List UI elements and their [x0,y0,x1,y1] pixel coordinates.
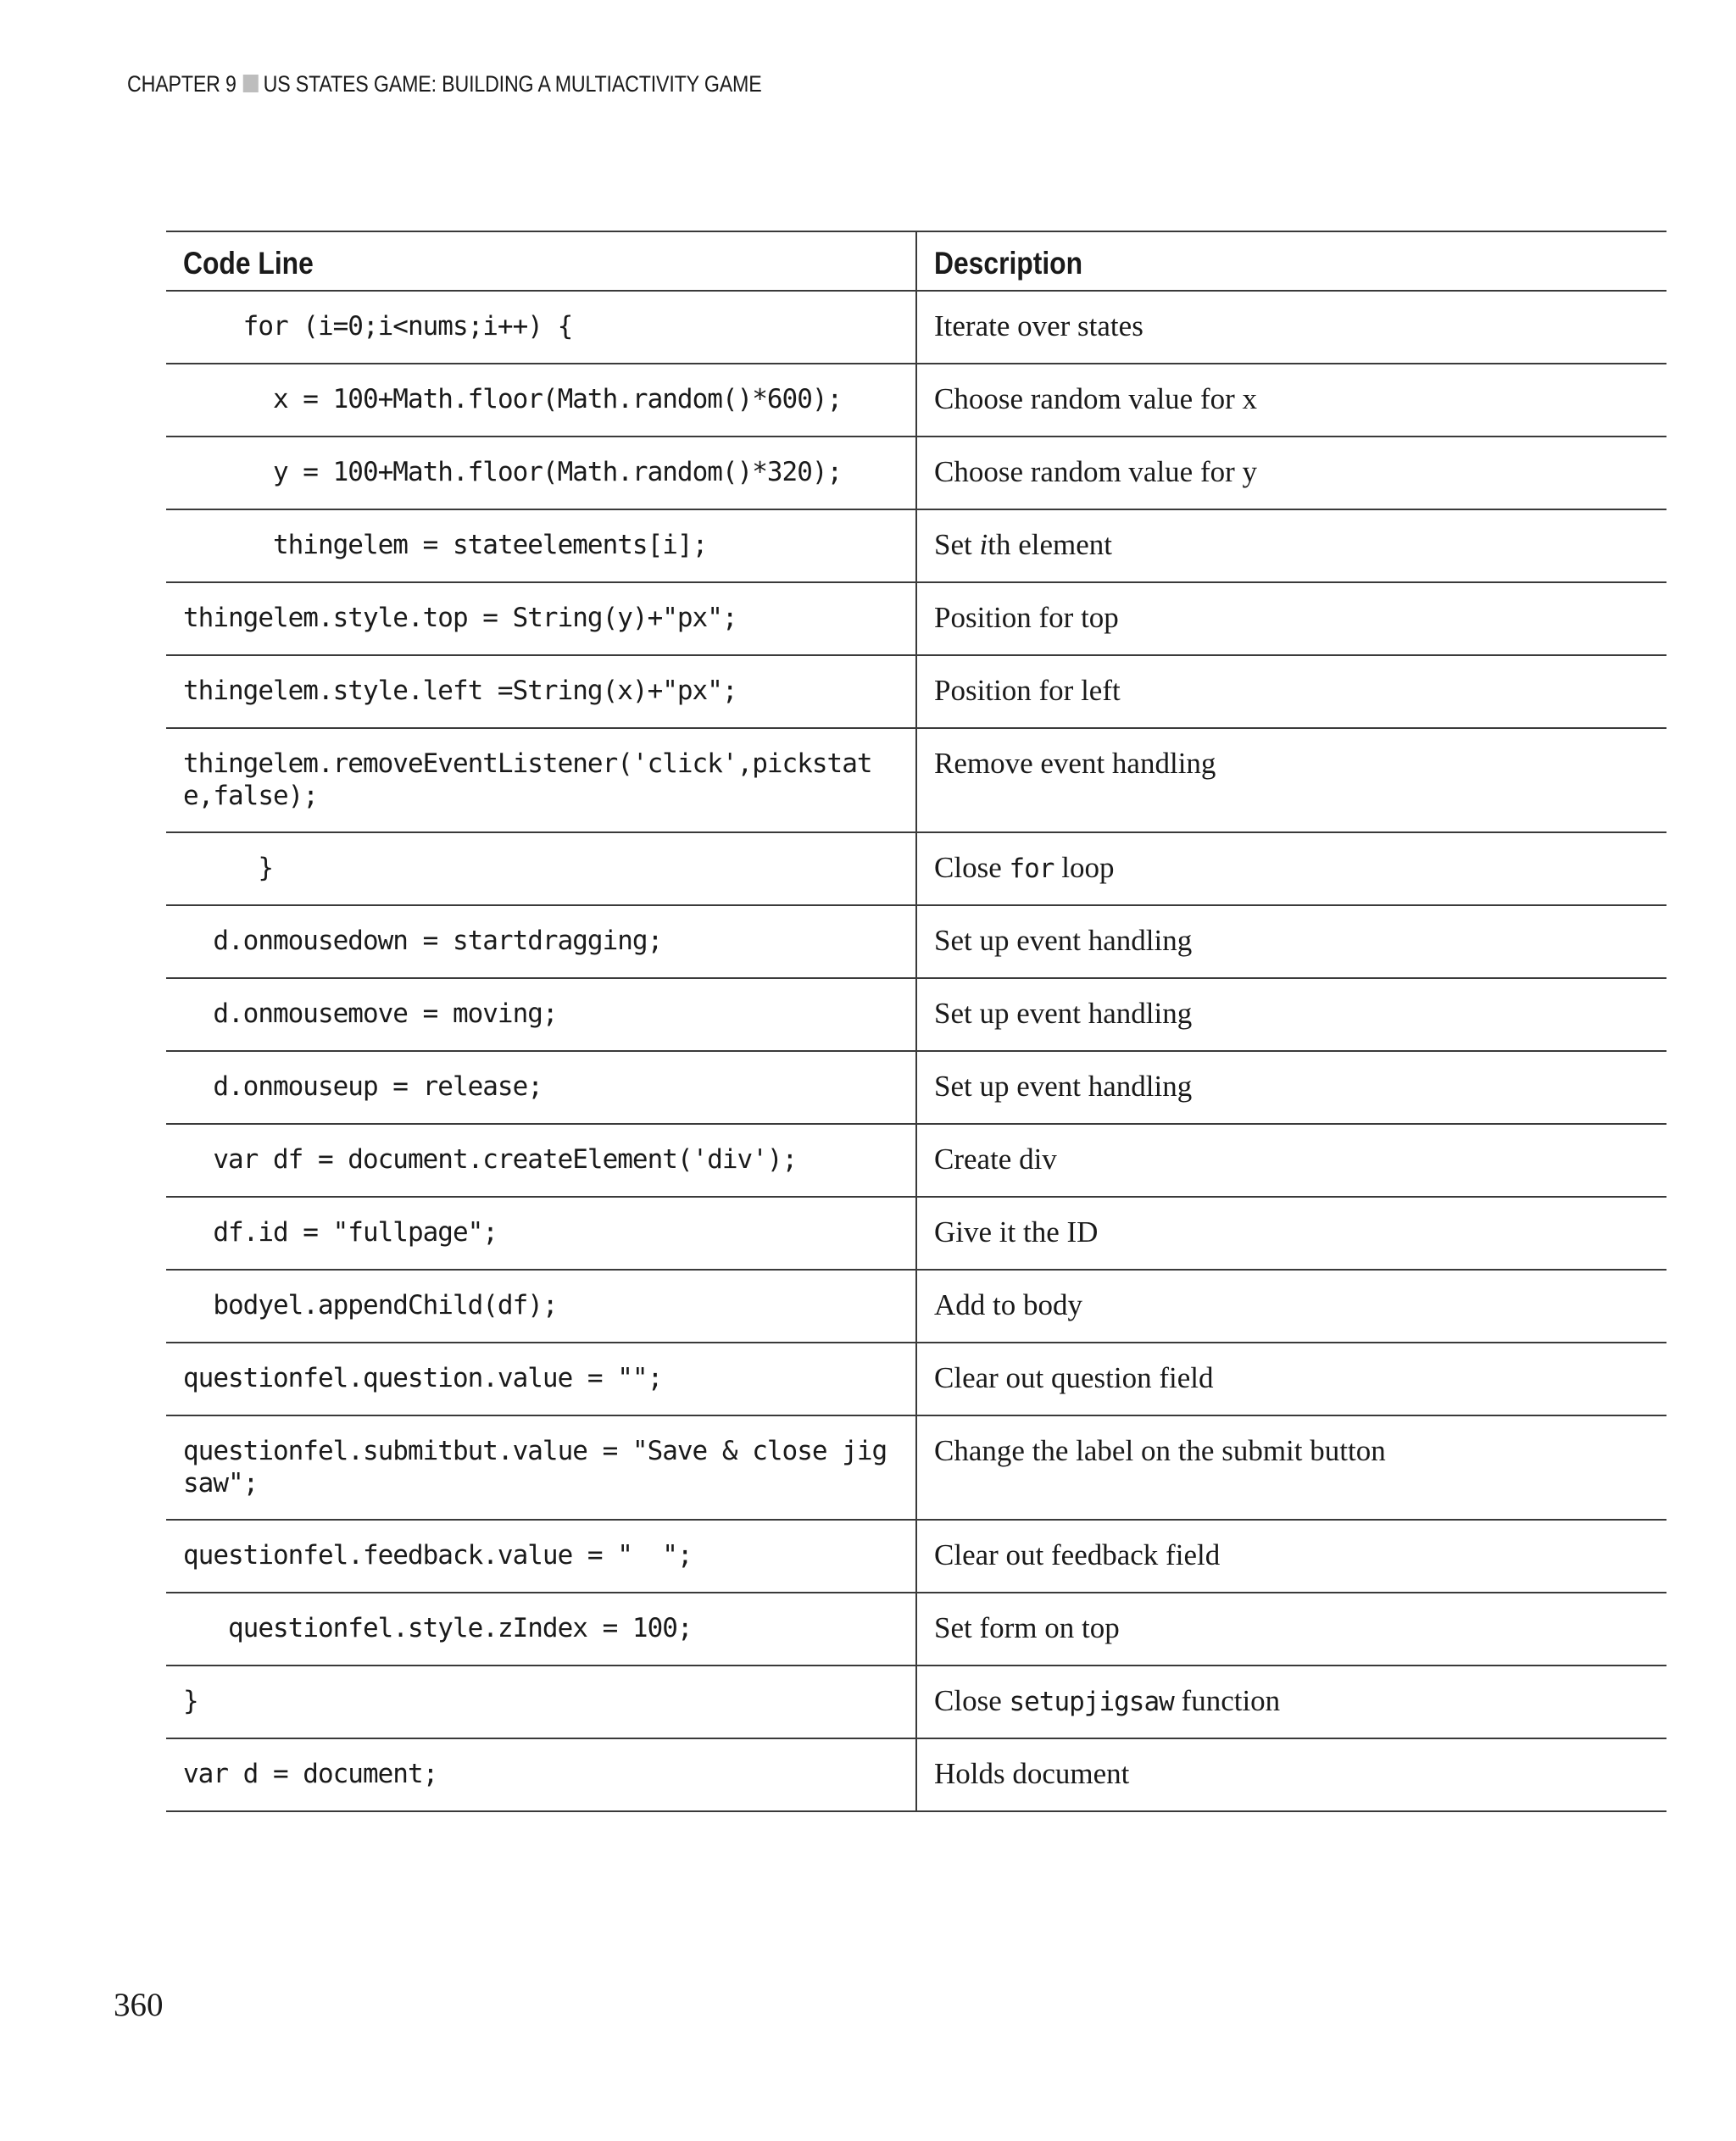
description-text: Close [934,851,1010,884]
code-line-cell: questionfel.style.zIndex = 100; [183,1613,693,1643]
description-text: Choose random value for x [934,382,1258,415]
code-line-cell: d.onmouseup = release; [183,1071,542,1102]
description-cell [916,1270,1666,1343]
table-row [166,1520,1666,1593]
description-text: Close [934,1684,1010,1717]
table-row [166,978,1666,1051]
page-number: 360 [114,1987,164,2023]
code-line-cell: d.onmousedown = startdragging; [183,926,663,956]
chapter-title: US STATES GAME: BUILDING A MULTIACTIVITY GAME [263,71,762,97]
code-line-cell: } [183,1686,198,1716]
description-text: Set up event handling [934,997,1193,1030]
column-header-code-line: Code Line [183,246,314,281]
description-cell [916,1520,1666,1593]
description-italic-text: i [979,528,988,561]
description-cell [916,1666,1666,1738]
description-text: Set up event handling [934,1070,1193,1103]
table-row [166,1738,1666,1811]
table-row [166,832,1666,905]
code-line-cell: y = 100+Math.floor(Math.random()*320); [183,457,843,487]
code-line-cell: x = 100+Math.floor(Math.random()*600); [183,384,843,414]
description-cell [916,905,1666,978]
description-text: Set form on top [934,1611,1120,1644]
code-line-cell: questionfel.question.value = ""; [183,1363,663,1393]
column-header-description: Description [916,231,1666,291]
code-line-cell: var df = document.createElement('div'); [183,1144,798,1175]
description-text: Give it the ID [934,1215,1099,1248]
code-line-cell: for (i=0;i<nums;i++) { [183,311,573,342]
code-line-cell: questionfel.feedback.value = " "; [183,1540,693,1571]
description-cell [916,978,1666,1051]
code-line-cell: thingelem.style.top = String(y)+"px"; [183,603,737,633]
description-code-text: for [1009,854,1054,884]
table-row [166,1270,1666,1343]
code-line-cell: thingelem = stateelements[i]; [183,530,708,560]
description-cell [916,291,1666,364]
description-cell [916,832,1666,905]
description-cell [916,1738,1666,1811]
table-row [166,291,1666,364]
table-row [166,1197,1666,1270]
description-text: Set up event handling [934,924,1193,957]
description-cell [916,728,1666,832]
table-header-row [166,231,1666,291]
table-row [166,364,1666,437]
table-row [166,1593,1666,1666]
description-text-suffix: loop [1054,851,1115,884]
code-description-table [166,231,1666,1812]
table-row [166,1666,1666,1738]
code-line-cell: } [183,853,273,883]
description-text-suffix: th element [988,528,1112,561]
description-code-text: setupjigsaw [1009,1687,1174,1717]
description-text: Choose random value for y [934,455,1258,488]
description-text: Set [934,528,980,561]
description-text-suffix: function [1173,1684,1281,1717]
description-cell [916,1197,1666,1270]
description-text: Iterate over states [934,309,1143,342]
description-cell [916,1593,1666,1666]
description-cell [916,1343,1666,1415]
description-cell [916,655,1666,728]
code-line-cell: questionfel.submitbut.value = "Save & close jigsaw"; [183,1436,887,1499]
running-head [127,71,762,97]
header-separator-square [243,75,259,92]
description-cell [916,437,1666,509]
description-text: Change the label on the submit button [934,1434,1386,1467]
table-row [166,437,1666,509]
table-row [166,1124,1666,1197]
description-cell [916,364,1666,437]
description-text: Clear out feedback field [934,1538,1221,1571]
code-line-cell: var d = document; [183,1759,438,1789]
description-text: Remove event handling [934,747,1216,780]
table-row [166,655,1666,728]
chapter-label: CHAPTER 9 [127,71,236,97]
description-cell [916,1415,1666,1520]
description-cell [916,582,1666,655]
description-cell [916,509,1666,582]
table-row [166,1343,1666,1415]
table-row [166,905,1666,978]
table-row [166,1415,1666,1520]
code-line-cell: thingelem.style.left =String(x)+"px"; [183,676,737,706]
code-line-cell: thingelem.removeEventListener('click',pickstate,false); [183,748,872,811]
description-text: Holds document [934,1757,1130,1790]
description-text: Position for top [934,601,1119,634]
description-text: Clear out question field [934,1361,1214,1394]
code-line-cell: d.onmousemove = moving; [183,998,558,1029]
description-text: Create div [934,1143,1057,1176]
description-cell [916,1051,1666,1124]
table-row [166,509,1666,582]
description-text: Add to body [934,1288,1082,1321]
description-text: Position for left [934,674,1121,707]
table-row [166,1051,1666,1124]
code-line-cell: df.id = "fullpage"; [183,1217,498,1248]
table-row [166,728,1666,832]
code-line-cell: bodyel.appendChild(df); [183,1290,558,1321]
description-cell [916,1124,1666,1197]
table-row [166,582,1666,655]
